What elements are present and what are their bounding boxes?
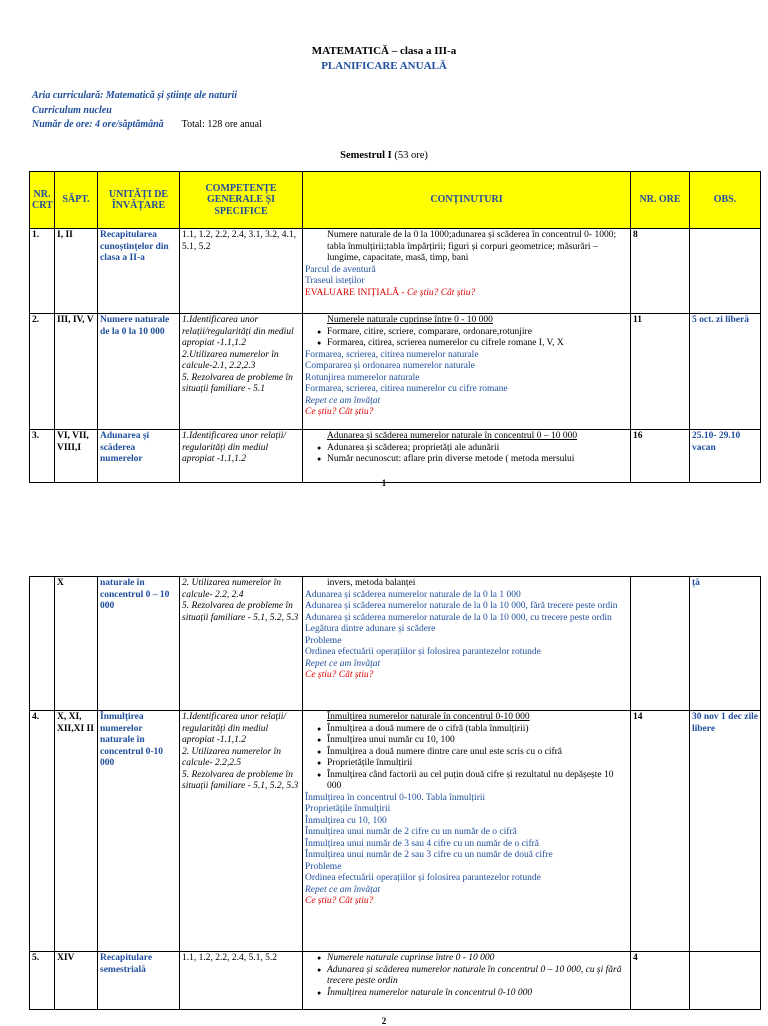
contents-bullet: ● Înmulțirea când factorii au cel puțin două cifre și rezultatul nu depășește 10 000 xyxy=(305,770,628,793)
row-weeks: X, XI, XII,XI II xyxy=(55,711,98,952)
table-row xyxy=(30,711,761,952)
row-unit: Adunarea și scăderea numerelor xyxy=(98,430,180,483)
review-line: Repet ce am învățat xyxy=(305,395,381,406)
row-contents xyxy=(303,314,631,430)
contents-line: Legătura dintre adunare și scădere xyxy=(305,624,436,634)
document-title: MATEMATICĂ – clasa a III-a xyxy=(311,45,457,57)
table-row xyxy=(30,430,761,483)
contents-line: Rotunjirea numerelor naturale xyxy=(305,372,420,383)
contents-bullet: ● Formare, citire, scriere, comparare, ordonare,rotunjire xyxy=(305,327,628,339)
review-line: Repet ce am învățat xyxy=(305,884,381,895)
row-number: 2. xyxy=(30,314,55,430)
contents-line: Ordinea efectuării operațiilor și folosirea parantezelor rotunde xyxy=(305,647,541,657)
row-number: 1. xyxy=(30,229,55,314)
row-hours: 4 xyxy=(631,952,690,1010)
col-header-sapt: SĂPT. xyxy=(55,172,98,229)
competence-item: 1.Identificarea unor relații/regularități din mediul apropiat -1.1,1.2 xyxy=(182,315,294,348)
self-check-line: Ce știu? Cât știu? xyxy=(305,670,374,680)
planning-table-page-1 xyxy=(29,171,761,483)
row-hours: 16 xyxy=(631,430,690,483)
total-hours: Total: 128 ore anual xyxy=(181,119,262,130)
row-competences xyxy=(180,577,303,711)
hours-info xyxy=(32,119,262,130)
page-2 xyxy=(0,566,768,1024)
row-number: 3. xyxy=(30,430,55,483)
row-unit: naturale în concentrul 0 – 10 000 xyxy=(98,577,180,711)
contents-line: Probleme xyxy=(305,635,342,646)
contents-heading: Adunarea și scăderea numerelor naturale în concentrul 0 – 10 000 xyxy=(327,431,578,441)
row-number xyxy=(30,577,55,711)
competence-item: 5. Rezolvarea de probleme în situații familiare - 5.1, 5.2, 5.3 xyxy=(182,769,299,791)
contents-line: Adunarea și scăderea numerelor naturale de la 0 la 1 000 xyxy=(305,589,521,600)
contents-line: Înmulțirea unui număr de 2 sau 3 cifre cu un număr de două cifre xyxy=(305,850,553,860)
contents-bullet: ● Proprietățile înmulțirii xyxy=(305,758,628,770)
contents-line: Înmulțirea în concentrul 0-100. Tabla înmulțirii xyxy=(305,792,486,803)
contents-bullet: ● Înmulțirea a două numere de o cifră (tabla înmulțirii) xyxy=(305,724,628,736)
semester-title xyxy=(0,150,768,161)
semester-hours: (53 ore) xyxy=(394,150,428,161)
row-contents xyxy=(303,577,631,711)
competence-item: 2.Utilizarea numerelor în calcule-2.1, 2.2,2.3 xyxy=(182,349,279,371)
row-obs: 25.10- 29.10 vacan xyxy=(690,430,761,483)
row-contents xyxy=(303,229,631,314)
row-weeks: VI, VII, VIII,I xyxy=(55,430,98,483)
row-obs: 30 nov 1 dec zile libere xyxy=(690,711,761,952)
row-competences: 1.Identificarea unor relații/ regularități din mediul apropiat -1.1,1.2 xyxy=(180,430,303,483)
row-contents xyxy=(303,430,631,483)
row-competences: 1.1, 1.2, 2.2, 2.4, 5.1, 5.2 xyxy=(180,952,303,1010)
curriculum-type: Curriculum nucleu xyxy=(32,105,112,116)
contents-line: Proprietățile înmulțirii xyxy=(305,804,391,814)
col-header-unitati: UNITĂȚI DE ÎNVĂȚARE xyxy=(98,172,180,229)
row-weeks: X xyxy=(55,577,98,711)
row-number: 4. xyxy=(30,711,55,952)
row-hours xyxy=(631,577,690,711)
document-subtitle: PLANIFICARE ANUALĂ xyxy=(321,60,447,72)
row-contents xyxy=(303,711,631,952)
contents-bullet: ● Formarea, citirea, scrierea numerelor cu cifrele romane I, V, X xyxy=(305,338,628,350)
contents-main: Numere naturale de la 0 la 1000;adunarea și scăderea în concentrul 0- 1000; tabla înmulțirii;tabla împărțirii; figuri și corpuri geometrice; măsurări – lungime, capacitate, masă, timp, bani xyxy=(327,230,617,263)
contents-line: Compararea și ordonarea numerelor naturale xyxy=(305,361,475,371)
row-weeks: I, II xyxy=(55,229,98,314)
row-contents xyxy=(303,952,631,1010)
row-unit: Numere naturale de la 0 la 10 000 xyxy=(98,314,180,430)
row-unit: Înmulțirea numerelor naturale în concentrul 0-10 000 xyxy=(98,711,180,952)
table-row xyxy=(30,577,761,711)
evaluation-label: EVALUARE INIȚIALĂ - xyxy=(305,287,405,298)
contents-bullet: ● Înmulțirea numerelor naturale în concentrul 0-10 000 xyxy=(305,988,628,1000)
contents-bullet: ● Numerele naturale cuprinse între 0 - 10 000 xyxy=(305,953,628,965)
semester-label: Semestrul I xyxy=(340,150,392,161)
row-weeks: XIV xyxy=(55,952,98,1010)
self-check-line: Ce știu? Cât știu? xyxy=(305,407,374,417)
contents-line: Formarea, scrierea, citirea numerelor cu cifre romane xyxy=(305,384,508,394)
planning-table-page-2 xyxy=(29,576,761,1010)
row-obs xyxy=(690,229,761,314)
row-hours: 14 xyxy=(631,711,690,952)
row-hours: 11 xyxy=(631,314,690,430)
competence-item: 5. Rezolvarea de probleme în situații familiare - 5.1 xyxy=(182,372,293,394)
contents-heading: Numerele naturale cuprinse între 0 - 10 000 xyxy=(327,315,493,325)
competence-item: 2. Utilizarea numerelor în calcule- 2.2,2.5 xyxy=(182,746,282,768)
contents-line: Adunarea și scăderea numerelor naturale de la 0 la 10 000, fără trecere peste ordin xyxy=(305,601,618,611)
contents-line: Înmulțirea unui număr de 3 sau 4 cifre cu un număr de o cifră xyxy=(305,838,539,849)
page-1 xyxy=(0,0,768,492)
competence-item: 1.Identificarea unor relații/ regularități din mediul apropiat -1.1,1.2 xyxy=(182,712,287,745)
table-row xyxy=(30,314,761,430)
page-number: 2 xyxy=(381,1016,387,1026)
table-row xyxy=(30,952,761,1010)
row-unit: Recapitularea cunoștințelor din clasa a II-a xyxy=(98,229,180,314)
col-header-ore: NR. ORE xyxy=(631,172,690,229)
competence-item: 2. Utilizarea numerelor în calcule- 2.2, 2.4 xyxy=(182,578,282,600)
contents-bullet: ● Adunarea și scăderea numerelor naturale în concentrul 0 – 10 000, cu și fără trecere peste ordin xyxy=(305,965,628,988)
self-check-line: Ce știu? Cât știu? xyxy=(305,896,374,906)
contents-continued-line: invers, metoda balanței xyxy=(327,578,416,588)
page-number: 1 xyxy=(381,478,387,488)
row-unit: Recapitulare semestrială xyxy=(98,952,180,1010)
table-header-row xyxy=(30,172,761,229)
row-obs xyxy=(690,952,761,1010)
competence-item: 5. Rezolvarea de probleme în situații familiare - 5.1, 5.2, 5.3 xyxy=(182,601,299,623)
row-competences xyxy=(180,314,303,430)
row-hours: 8 xyxy=(631,229,690,314)
row-competences: 1.1, 1.2, 2.2, 2.4, 3.1, 3.2, 4.1, 5.1, 5.2 xyxy=(180,229,303,314)
contents-line: Înmulțirea unui număr de 2 cifre cu un număr de o cifră xyxy=(305,827,517,837)
col-header-competente: COMPETENȚE GENERALE ȘI SPECIFICE xyxy=(180,172,303,229)
row-number: 5. xyxy=(30,952,55,1010)
contents-line: Probleme xyxy=(305,861,342,872)
contents-line: Înmulțirea cu 10, 100 xyxy=(305,815,387,826)
col-header-nr: NR. CRT xyxy=(30,172,55,229)
contents-line: Parcul de aventură xyxy=(305,264,376,275)
row-obs: ță xyxy=(690,577,761,711)
review-line: Repet ce am învățat xyxy=(305,658,381,669)
row-competences xyxy=(180,711,303,952)
contents-heading: Înmulțirea numerelor naturale în concentrul 0-10 000 xyxy=(327,712,530,722)
contents-line: Traseul isteților xyxy=(305,276,365,286)
contents-bullet: ● Înmulțirea unui număr cu 10, 100 xyxy=(305,735,628,747)
contents-line: Ordinea efectuării operațiilor și folosirea parantezelor rotunde xyxy=(305,873,541,883)
table-row xyxy=(30,229,761,314)
row-obs: 5 oct. zi liberă xyxy=(690,314,761,430)
contents-line: Adunarea și scăderea numerelor naturale de la 0 la 10 000, cu trecere peste ordin xyxy=(305,612,612,623)
row-weeks: III, IV, V xyxy=(55,314,98,430)
col-header-obs: OBS. xyxy=(690,172,761,229)
contents-bullet: ● Înmulțirea a două numere dintre care unul este scris cu o cifră xyxy=(305,747,628,759)
hours-per-week: Număr de ore: 4 ore/săptămână xyxy=(32,119,164,130)
contents-bullet: ● Număr necunoscut: aflare prin diverse metode ( metoda mersului xyxy=(305,454,628,466)
evaluation-question: Ce știu? Cât știu? xyxy=(406,287,476,298)
col-header-continuturi: CONȚINUTURI xyxy=(303,172,631,229)
evaluation-line xyxy=(305,288,628,300)
contents-bullet: ● Adunarea și scăderea; proprietăți ale adunării xyxy=(305,443,628,455)
curriculum-area: Aria curriculară: Matematică și științe ale naturii xyxy=(32,90,238,101)
contents-line: Formarea, scrierea, citirea numerelor naturale xyxy=(305,349,479,360)
